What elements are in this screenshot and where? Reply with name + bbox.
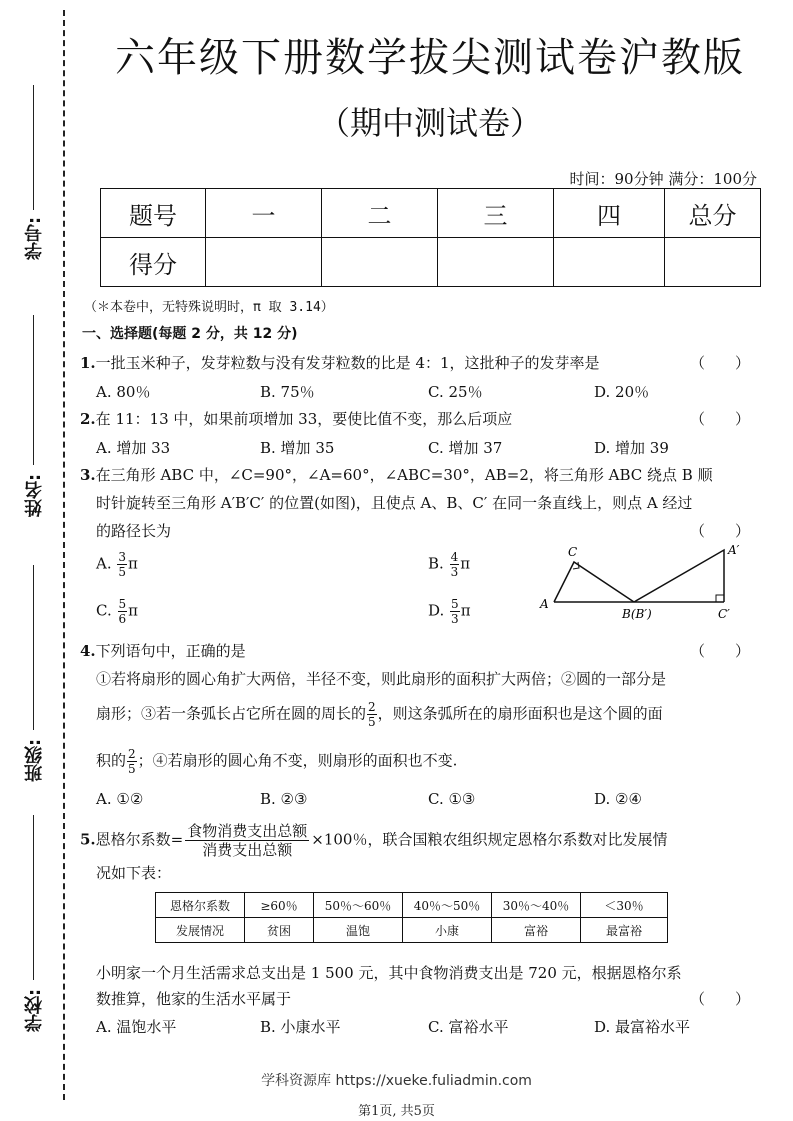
class-label: 班级: bbox=[24, 738, 45, 782]
fraction bbox=[127, 747, 137, 776]
option-b[interactable]: B. ②③ bbox=[260, 790, 308, 808]
question-text: 况如下表： bbox=[96, 864, 172, 882]
score-table-header-row bbox=[101, 189, 761, 238]
table-cell: 最富裕 bbox=[581, 918, 668, 943]
option-c[interactable]: C. 增加 37 bbox=[428, 439, 503, 457]
table-cell: ≥60％ bbox=[245, 893, 314, 918]
option-letter: C. bbox=[96, 601, 112, 620]
engel-formula-fraction bbox=[185, 822, 309, 859]
name-label: 姓名: bbox=[24, 473, 45, 517]
score-input-cell[interactable] bbox=[206, 238, 322, 287]
question-number: 4. bbox=[80, 642, 96, 660]
answer-blank[interactable]: （ ） bbox=[690, 522, 751, 540]
question-number: 1. bbox=[80, 354, 96, 372]
option-d[interactable]: D. ②④ bbox=[594, 790, 642, 808]
numerator: 5 bbox=[451, 597, 459, 611]
watermark-link[interactable]: 学科资源库 https://xueke.fuliadmin.com bbox=[261, 1073, 532, 1089]
page-title: 六年级下册数学拔尖测试卷沪教版 bbox=[115, 35, 745, 81]
score-cell: 题号 bbox=[101, 189, 206, 238]
page-subtitle: （期中测试卷） bbox=[317, 104, 542, 142]
text-segment: 积的 bbox=[96, 751, 127, 770]
student-id-blank[interactable] bbox=[33, 85, 34, 210]
question-text-line bbox=[96, 747, 457, 776]
question-text: 小明家一个月生活需求总支出是 1 500 元，其中食物消费支出是 720 元，根据恩格尔系 bbox=[96, 964, 682, 982]
fraction bbox=[367, 700, 377, 729]
text-segment: ；④若扇形的圆心角不变，则扇形的面积也不变. bbox=[137, 751, 458, 770]
table-cell: 富裕 bbox=[492, 918, 581, 943]
option-d[interactable] bbox=[428, 597, 471, 626]
fraction bbox=[117, 550, 127, 579]
question-text: 时针旋转至三角形 A′B′C′ 的位置(如图)，且使点 A、B、C′ 在同一条直线上，则点 A 经过 bbox=[96, 494, 693, 512]
question-number: 3. bbox=[80, 466, 96, 484]
label-c-prime: C′ bbox=[718, 607, 730, 621]
denominator: 5 bbox=[368, 715, 376, 729]
option-letter: D. bbox=[428, 601, 445, 620]
question-1 bbox=[80, 352, 600, 373]
option-a[interactable]: A. ①② bbox=[96, 790, 144, 808]
question-4 bbox=[80, 640, 246, 661]
score-input-cell[interactable] bbox=[554, 238, 665, 287]
option-d[interactable]: D. 最富裕水平 bbox=[594, 1018, 691, 1036]
school-field[interactable] bbox=[22, 815, 46, 1035]
pi-note: （＊本卷中，无特殊说明时，π 取 3.14） bbox=[84, 300, 334, 315]
label-a: A bbox=[540, 597, 549, 611]
denominator: 6 bbox=[118, 612, 127, 626]
label-c: C bbox=[568, 545, 578, 559]
table-cell: 30％～40％ bbox=[492, 893, 581, 918]
pi-symbol: π bbox=[128, 554, 138, 573]
table-cell: 小康 bbox=[403, 918, 492, 943]
question-5 bbox=[80, 822, 667, 859]
time-info: 时间：90分钟 满分：100分 bbox=[569, 170, 757, 188]
page-number: 第1页, 共5页 bbox=[358, 1104, 435, 1119]
pi-symbol: π bbox=[128, 601, 138, 620]
score-table bbox=[100, 188, 761, 287]
engel-table-row bbox=[156, 918, 668, 943]
class-blank[interactable] bbox=[33, 565, 34, 730]
answer-blank[interactable]: （ ） bbox=[690, 642, 751, 660]
text-segment: ，则这条弧所在的扇形面积也是这个圆的面 bbox=[377, 704, 663, 723]
score-cell: 四 bbox=[554, 189, 665, 238]
score-cell: 三 bbox=[438, 189, 554, 238]
label-a-prime: A′ bbox=[728, 543, 740, 557]
table-cell: 恩格尔系数 bbox=[156, 893, 245, 918]
name-blank[interactable] bbox=[33, 315, 34, 465]
right-angle-mark bbox=[716, 595, 724, 602]
option-a[interactable] bbox=[96, 550, 138, 579]
numerator: 3 bbox=[118, 550, 127, 564]
text-segment: ×100％，联合国粮农组织规定恩格尔系数对比发展情 bbox=[311, 830, 668, 849]
text-segment: 扇形；③若一条弧长占它所在圆的周长的 bbox=[96, 704, 367, 723]
table-cell: 贫困 bbox=[245, 918, 314, 943]
question-text: ①若将扇形的圆心角扩大两倍，半径不变，则此扇形的面积扩大两倍；②圆的一部分是 bbox=[96, 670, 667, 688]
table-cell: 40％～50％ bbox=[403, 893, 492, 918]
school-label: 学校: bbox=[24, 988, 45, 1032]
question-text: 的路径长为 bbox=[96, 522, 172, 540]
numerator: 食物消费支出总额 bbox=[187, 822, 308, 840]
question-3 bbox=[80, 464, 713, 485]
option-d[interactable]: D. 20％ bbox=[594, 383, 650, 401]
question-text: 在 11：13 中，如果前项增加 33，要使比值不变，那么后项应 bbox=[95, 410, 513, 428]
answer-blank[interactable]: （ ） bbox=[690, 410, 751, 428]
engel-table bbox=[155, 892, 668, 943]
answer-blank[interactable]: （ ） bbox=[690, 990, 751, 1008]
answer-blank[interactable]: （ ） bbox=[690, 354, 751, 372]
fraction bbox=[450, 597, 460, 626]
question-number: 2. bbox=[80, 410, 96, 428]
student-id-label: 学号: bbox=[24, 216, 45, 260]
class-field[interactable] bbox=[22, 565, 46, 785]
pi-symbol: π bbox=[460, 601, 471, 620]
triangle-a2b2c2 bbox=[634, 550, 724, 602]
score-table-score-row bbox=[101, 238, 761, 287]
table-cell: 50％～60％ bbox=[314, 893, 403, 918]
option-c[interactable] bbox=[96, 597, 138, 626]
option-b[interactable]: B. 增加 35 bbox=[260, 439, 335, 457]
score-cell: 二 bbox=[322, 189, 438, 238]
option-a[interactable]: A. 增加 33 bbox=[96, 439, 171, 457]
numerator: 4 bbox=[450, 550, 459, 564]
question-text: 数推算，他家的生活水平属于 bbox=[96, 990, 292, 1008]
fraction bbox=[450, 550, 460, 579]
fraction bbox=[118, 597, 128, 626]
name-field[interactable] bbox=[22, 315, 46, 515]
question-text: 下列语句中，正确的是 bbox=[95, 642, 246, 660]
school-blank[interactable] bbox=[33, 815, 34, 980]
binding-dashed-line bbox=[63, 10, 65, 1100]
denominator: 3 bbox=[450, 565, 459, 579]
score-cell: 得分 bbox=[101, 238, 206, 287]
option-letter: B. bbox=[428, 554, 444, 573]
denominator: 3 bbox=[451, 612, 459, 626]
table-cell: ＜30％ bbox=[581, 893, 668, 918]
score-cell: 一 bbox=[206, 189, 322, 238]
score-input-cell[interactable] bbox=[322, 238, 438, 287]
denominator: 5 bbox=[118, 565, 127, 579]
option-d[interactable]: D. 增加 39 bbox=[594, 439, 669, 457]
table-cell: 温饱 bbox=[314, 918, 403, 943]
numerator: 2 bbox=[368, 700, 376, 714]
option-c[interactable]: C. 25％ bbox=[428, 383, 483, 401]
text-segment: 恩格尔系数= bbox=[95, 830, 184, 849]
option-a[interactable]: A. 温饱水平 bbox=[96, 1018, 177, 1036]
student-id-field[interactable] bbox=[22, 85, 46, 265]
numerator: 5 bbox=[118, 597, 127, 611]
denominator: 消费支出总额 bbox=[202, 841, 293, 859]
table-cell: 发展情况 bbox=[156, 918, 245, 943]
label-b: B(B′) bbox=[622, 607, 652, 621]
score-input-cell[interactable] bbox=[438, 238, 554, 287]
score-cell: 总分 bbox=[665, 189, 761, 238]
question-number: 5. bbox=[80, 830, 96, 849]
section-heading: 一、选择题(每题 2 分，共 12 分) bbox=[82, 326, 298, 342]
option-c[interactable]: C. 富裕水平 bbox=[428, 1018, 509, 1036]
triangle-abc bbox=[554, 562, 634, 602]
question-text: 在三角形 ABC 中，∠C=90°，∠A=60°，∠ABC=30°，AB=2，将三角形 ABC 绕点 B 顺 bbox=[95, 466, 713, 484]
question-text-line bbox=[96, 700, 663, 729]
option-b[interactable]: B. 小康水平 bbox=[260, 1018, 341, 1036]
engel-table-header-row bbox=[156, 893, 668, 918]
option-b[interactable]: B. 75％ bbox=[260, 383, 315, 401]
denominator: 5 bbox=[128, 762, 136, 776]
option-c[interactable]: C. ①③ bbox=[428, 790, 476, 808]
question-2 bbox=[80, 408, 512, 429]
option-letter: A. bbox=[96, 554, 112, 573]
option-b[interactable] bbox=[428, 550, 470, 579]
score-input-cell[interactable] bbox=[665, 238, 761, 287]
option-a[interactable]: A. 80％ bbox=[96, 383, 151, 401]
numerator: 2 bbox=[128, 747, 136, 761]
triangle-rotation-figure bbox=[530, 540, 750, 625]
question-text: 一批玉米种子，发芽粒数与没有发芽粒数的比是 4：1，这批种子的发芽率是 bbox=[95, 354, 600, 372]
pi-symbol: π bbox=[460, 554, 471, 573]
